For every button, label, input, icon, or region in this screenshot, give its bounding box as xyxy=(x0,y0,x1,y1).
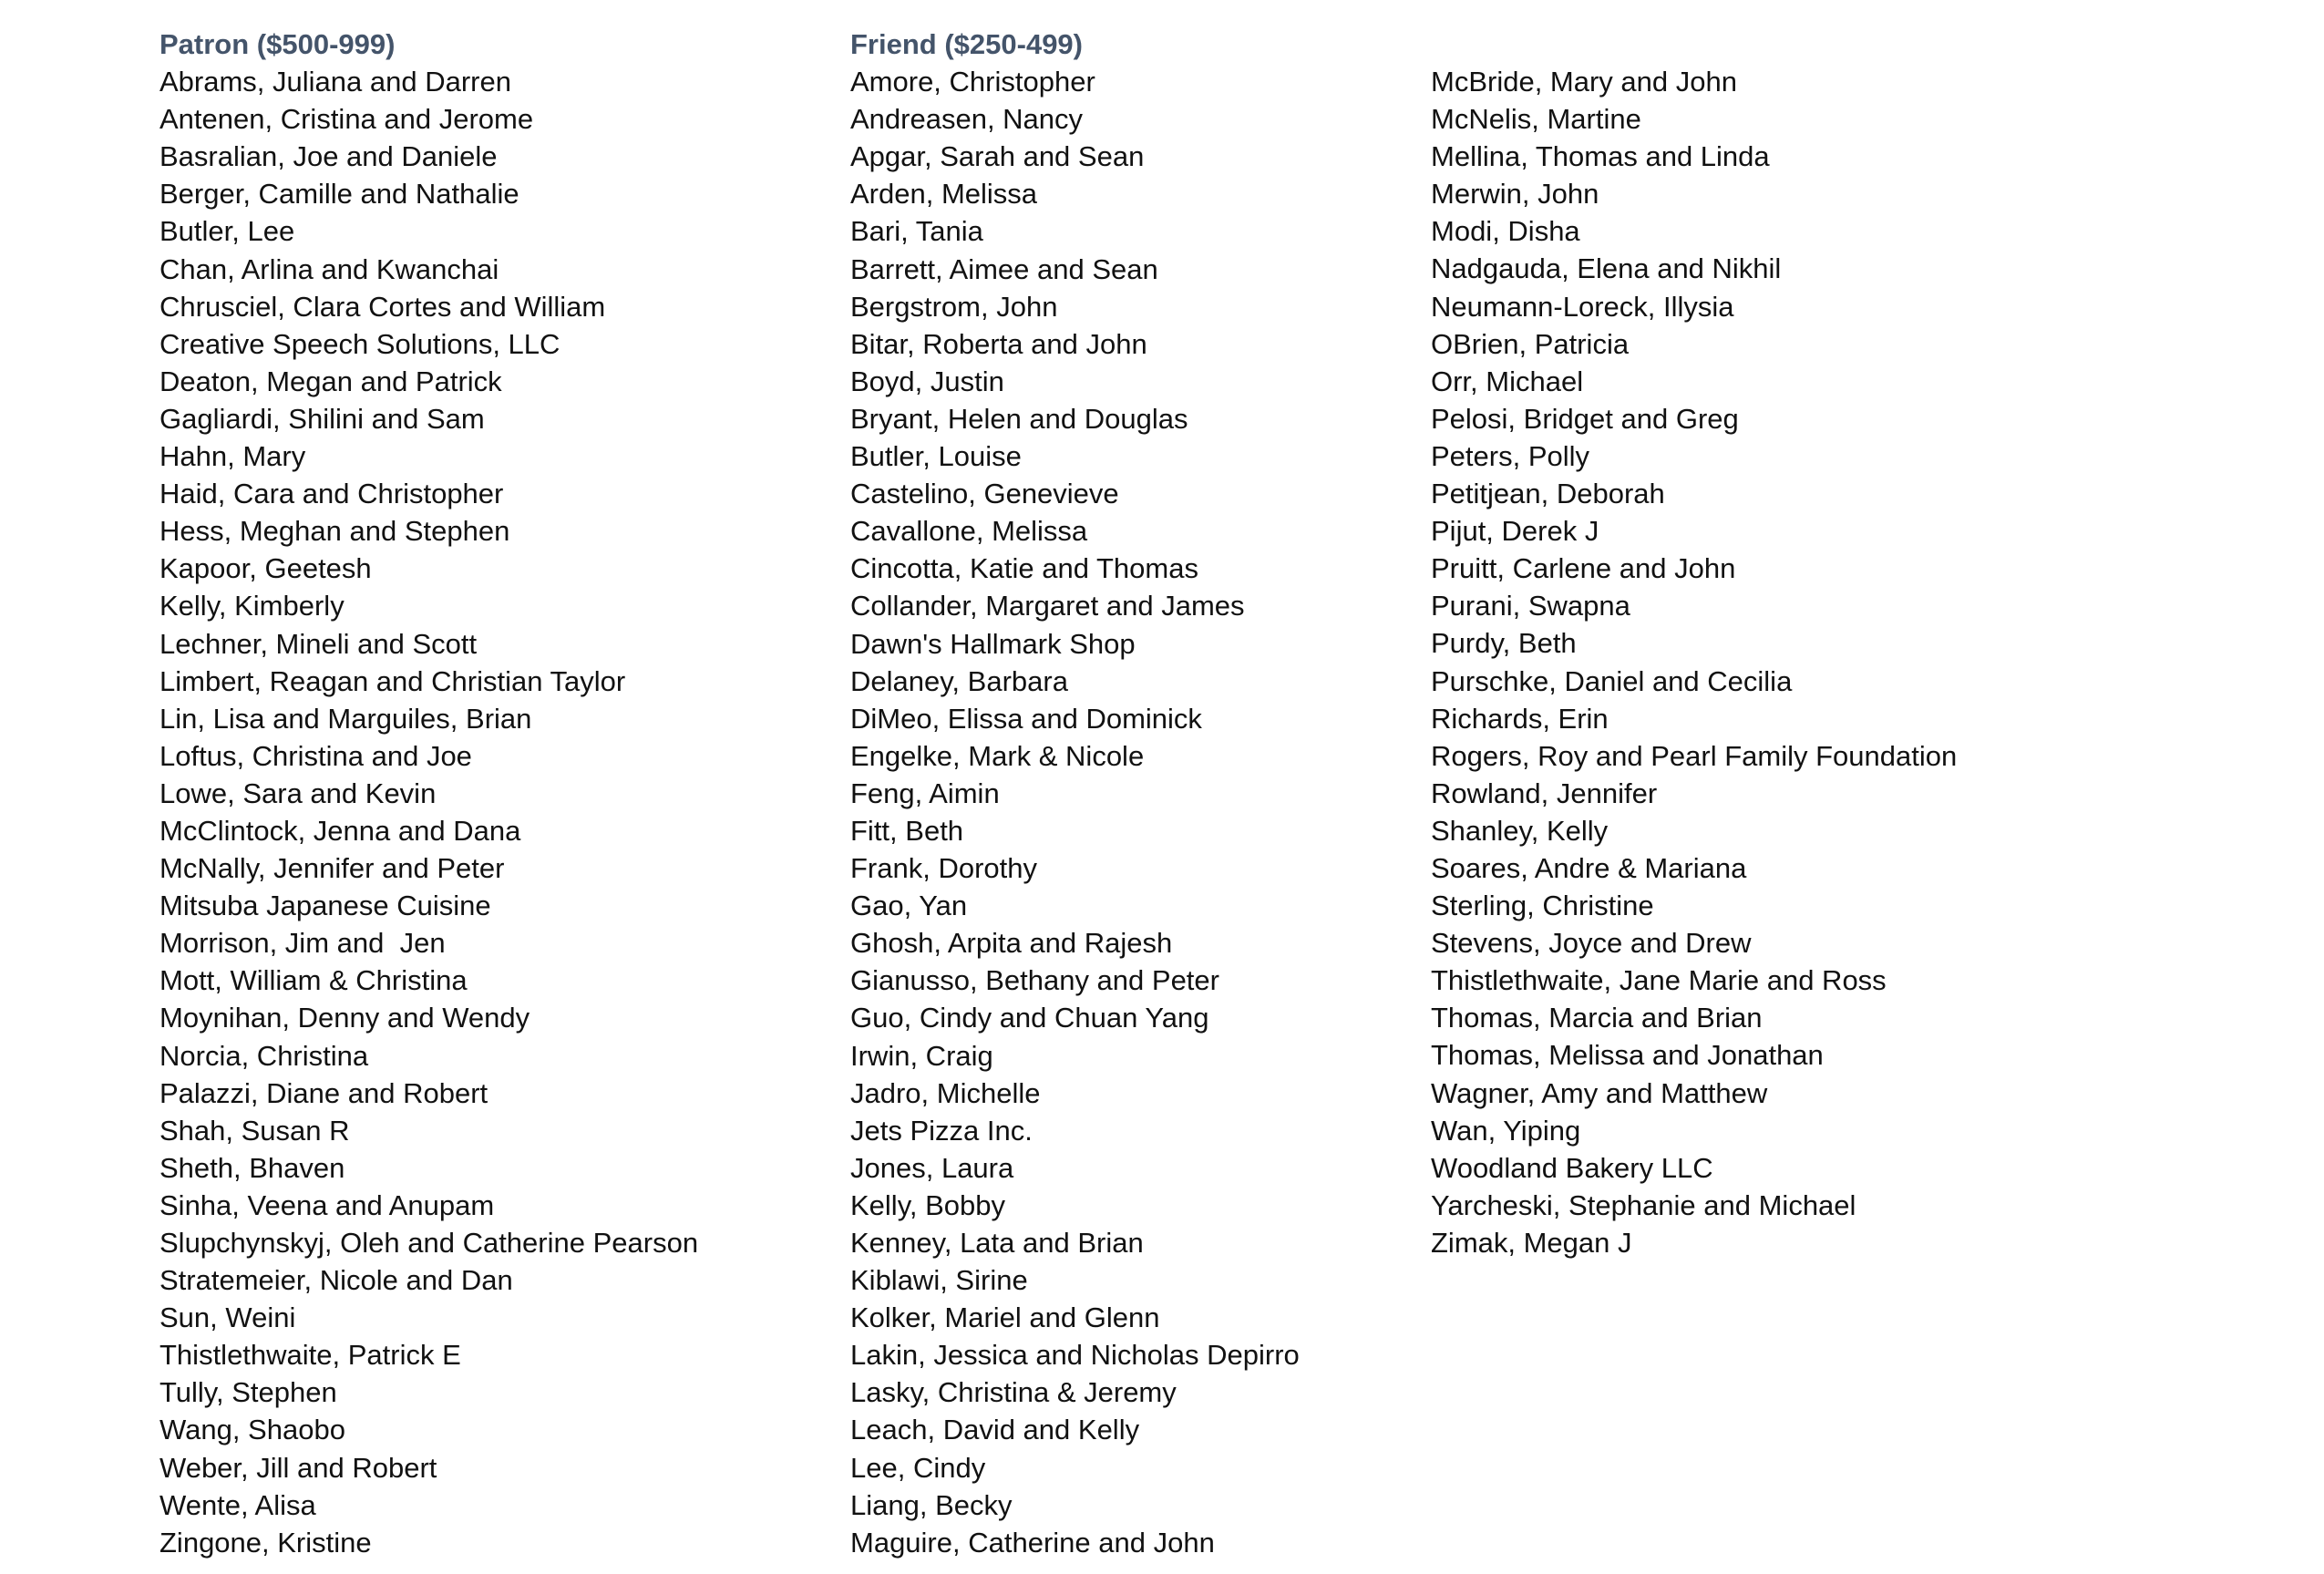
donor-name: Wagner, Amy and Matthew xyxy=(1431,1076,1768,1109)
donor-name: Cincotta, Katie and Thomas xyxy=(850,552,1198,585)
donor-name: DiMeo, Elissa and Dominick xyxy=(850,702,1202,735)
donor-name: Pijut, Derek J xyxy=(1431,515,1599,548)
donor-name: Lin, Lisa and Marguiles, Brian xyxy=(159,702,532,735)
friend-heading: Friend ($250-499) xyxy=(850,28,1083,60)
donor-name: Antenen, Cristina and Jerome xyxy=(159,103,534,136)
friend-name-list-continued xyxy=(1431,63,1957,1261)
donor-name: Tully, Stephen xyxy=(159,1376,337,1409)
donor-name: Kelly, Kimberly xyxy=(159,590,344,622)
donor-name: Loftus, Christina and Joe xyxy=(159,739,472,772)
donor-name: Gao, Yan xyxy=(850,890,968,922)
donor-name: Jets Pizza Inc. xyxy=(850,1114,1033,1147)
donor-name: Wang, Shaobo xyxy=(159,1414,345,1446)
donor-name: Soares, Andre & Mariana xyxy=(1431,851,1747,884)
donor-name: Shanley, Kelly xyxy=(1431,814,1609,847)
donor-name: Purschke, Daniel and Cecilia xyxy=(1431,664,1793,697)
donor-name: Apgar, Sarah and Sean xyxy=(850,140,1145,173)
donor-name: Wente, Alisa xyxy=(159,1488,316,1521)
donor-name: Kiblawi, Sirine xyxy=(850,1264,1028,1297)
donor-name: Shah, Susan R xyxy=(159,1114,350,1147)
donor-name: Moynihan, Denny and Wendy xyxy=(159,1002,530,1034)
donor-name: Sun, Weini xyxy=(159,1301,296,1334)
friend-column-continued xyxy=(1431,63,1957,1261)
donor-name: Morrison, Jim and Jen xyxy=(159,927,446,960)
donor-name: Chan, Arlina and Kwanchai xyxy=(159,252,499,285)
donor-name: McNally, Jennifer and Peter xyxy=(159,852,505,885)
donor-name: OBrien, Patricia xyxy=(1431,327,1630,360)
donor-name: Yarcheski, Stephanie and Michael xyxy=(1431,1188,1856,1221)
donor-name: Thomas, Marcia and Brian xyxy=(1431,1002,1763,1034)
donor-name: Delaney, Barbara xyxy=(850,664,1068,697)
donor-name: Haid, Cara and Christopher xyxy=(159,478,504,510)
donor-name: Neumann-Loreck, Illysia xyxy=(1431,290,1734,323)
donor-name: Pruitt, Carlene and John xyxy=(1431,552,1736,585)
friend-column xyxy=(850,26,1300,1561)
donor-name: Mott, William & Christina xyxy=(159,964,468,997)
donor-name: Gagliardi, Shilini and Sam xyxy=(159,402,485,435)
patron-heading: Patron ($500-999) xyxy=(159,28,396,60)
donor-name: Feng, Aimin xyxy=(850,777,1000,809)
donor-name: Castelino, Genevieve xyxy=(850,478,1119,510)
donor-name: Stevens, Joyce and Drew xyxy=(1431,927,1752,960)
donor-name: Richards, Erin xyxy=(1431,702,1609,735)
donor-name: Lee, Cindy xyxy=(850,1451,986,1484)
donor-name: Engelke, Mark & Nicole xyxy=(850,739,1145,772)
donor-name: Gianusso, Bethany and Peter xyxy=(850,964,1219,997)
donor-name: McNelis, Martine xyxy=(1431,103,1641,136)
donor-name: Deaton, Megan and Patrick xyxy=(159,365,502,397)
donor-name: Sheth, Bhaven xyxy=(159,1151,345,1184)
donor-name: Maguire, Catherine and John xyxy=(850,1526,1215,1559)
donor-name: Kelly, Bobby xyxy=(850,1188,1006,1221)
donor-name: Lechner, Mineli and Scott xyxy=(159,627,478,660)
donor-name: Purdy, Beth xyxy=(1431,627,1577,660)
donor-name: Fitt, Beth xyxy=(850,814,964,847)
patron-column xyxy=(159,26,698,1561)
donor-name: Modi, Disha xyxy=(1431,215,1580,248)
donor-name: Bitar, Roberta and John xyxy=(850,327,1147,360)
donor-name: Limbert, Reagan and Christian Taylor xyxy=(159,664,626,697)
donor-name: Bryant, Helen and Douglas xyxy=(850,402,1188,435)
donor-name: Irwin, Craig xyxy=(850,1039,993,1072)
donor-name: Ghosh, Arpita and Rajesh xyxy=(850,927,1173,960)
donor-name: Kenney, Lata and Brian xyxy=(850,1227,1144,1259)
donor-name: Hess, Meghan and Stephen xyxy=(159,515,510,548)
donor-name: Collander, Margaret and James xyxy=(850,590,1245,622)
donor-name: Thomas, Melissa and Jonathan xyxy=(1431,1039,1824,1072)
donor-name: Butler, Louise xyxy=(850,440,1022,473)
donor-name: Hahn, Mary xyxy=(159,440,306,473)
donor-name: Butler, Lee xyxy=(159,215,295,248)
donor-name: Lasky, Christina & Jeremy xyxy=(850,1376,1177,1409)
donor-name: Barrett, Aimee and Sean xyxy=(850,252,1158,285)
donor-name: Lowe, Sara and Kevin xyxy=(159,777,437,809)
patron-name-list xyxy=(159,63,698,1561)
donor-name: Peters, Polly xyxy=(1431,439,1590,472)
donor-name: Merwin, John xyxy=(1431,178,1599,211)
donor-name: Orr, Michael xyxy=(1431,365,1584,397)
donor-name: Sterling, Christine xyxy=(1431,890,1654,922)
donor-name: Weber, Jill and Robert xyxy=(159,1451,437,1484)
donor-name: Stratemeier, Nicole and Dan xyxy=(159,1264,513,1297)
donor-name: Creative Speech Solutions, LLC xyxy=(159,327,560,360)
donor-name: Basralian, Joe and Daniele xyxy=(159,140,498,173)
donor-name: Chrusciel, Clara Cortes and William xyxy=(159,290,606,323)
donor-name: Slupchynskyj, Oleh and Catherine Pearson xyxy=(159,1227,699,1259)
donor-name: Bari, Tania xyxy=(850,215,983,248)
donor-name: Cavallone, Melissa xyxy=(850,515,1088,548)
donor-name: Pelosi, Bridget and Greg xyxy=(1431,402,1739,435)
donor-name: Berger, Camille and Nathalie xyxy=(159,178,519,211)
donor-name: Mellina, Thomas and Linda xyxy=(1431,140,1770,173)
donor-name: Kolker, Mariel and Glenn xyxy=(850,1301,1160,1334)
donor-name: Norcia, Christina xyxy=(159,1039,369,1072)
donor-name: Zingone, Kristine xyxy=(159,1526,372,1559)
donor-name: Palazzi, Diane and Robert xyxy=(159,1076,488,1109)
donor-name: McClintock, Jenna and Dana xyxy=(159,814,521,847)
donor-name: Lakin, Jessica and Nicholas Depirro xyxy=(850,1339,1300,1372)
donor-name: Jadro, Michelle xyxy=(850,1076,1041,1109)
donor-name: Sinha, Veena and Anupam xyxy=(159,1188,495,1221)
donor-name: Dawn's Hallmark Shop xyxy=(850,627,1136,660)
donor-name: Purani, Swapna xyxy=(1431,590,1630,622)
donor-name: Frank, Dorothy xyxy=(850,852,1038,885)
donor-name: Rogers, Roy and Pearl Family Foundation xyxy=(1431,739,1958,772)
donor-name: Arden, Melissa xyxy=(850,178,1038,211)
donor-name: Wan, Yiping xyxy=(1431,1114,1581,1147)
donor-name: Woodland Bakery LLC xyxy=(1431,1151,1713,1184)
donor-name: Petitjean, Deborah xyxy=(1431,478,1665,510)
donor-name: Guo, Cindy and Chuan Yang xyxy=(850,1002,1209,1034)
donor-name: Nadgauda, Elena and Nikhil xyxy=(1431,252,1782,285)
donor-name: Thistlethwaite, Patrick E xyxy=(159,1339,461,1372)
donor-name: Zimak, Megan J xyxy=(1431,1226,1632,1259)
donor-name: Bergstrom, John xyxy=(850,290,1058,323)
donor-name: Leach, David and Kelly xyxy=(850,1414,1140,1446)
donor-name: Liang, Becky xyxy=(850,1488,1013,1521)
donor-name: Kapoor, Geetesh xyxy=(159,552,372,585)
donor-name: Rowland, Jennifer xyxy=(1431,777,1658,809)
donor-name: Thistlethwaite, Jane Marie and Ross xyxy=(1431,964,1887,997)
donor-name: Andreasen, Nancy xyxy=(850,103,1084,136)
donor-name: Jones, Laura xyxy=(850,1151,1014,1184)
friend-name-list xyxy=(850,63,1300,1561)
donor-name: Amore, Christopher xyxy=(850,66,1095,98)
donor-name: Abrams, Juliana and Darren xyxy=(159,66,511,98)
donor-name: Mitsuba Japanese Cuisine xyxy=(159,890,491,922)
donor-name: Boyd, Justin xyxy=(850,365,1004,397)
donor-name: McBride, Mary and John xyxy=(1431,66,1737,98)
